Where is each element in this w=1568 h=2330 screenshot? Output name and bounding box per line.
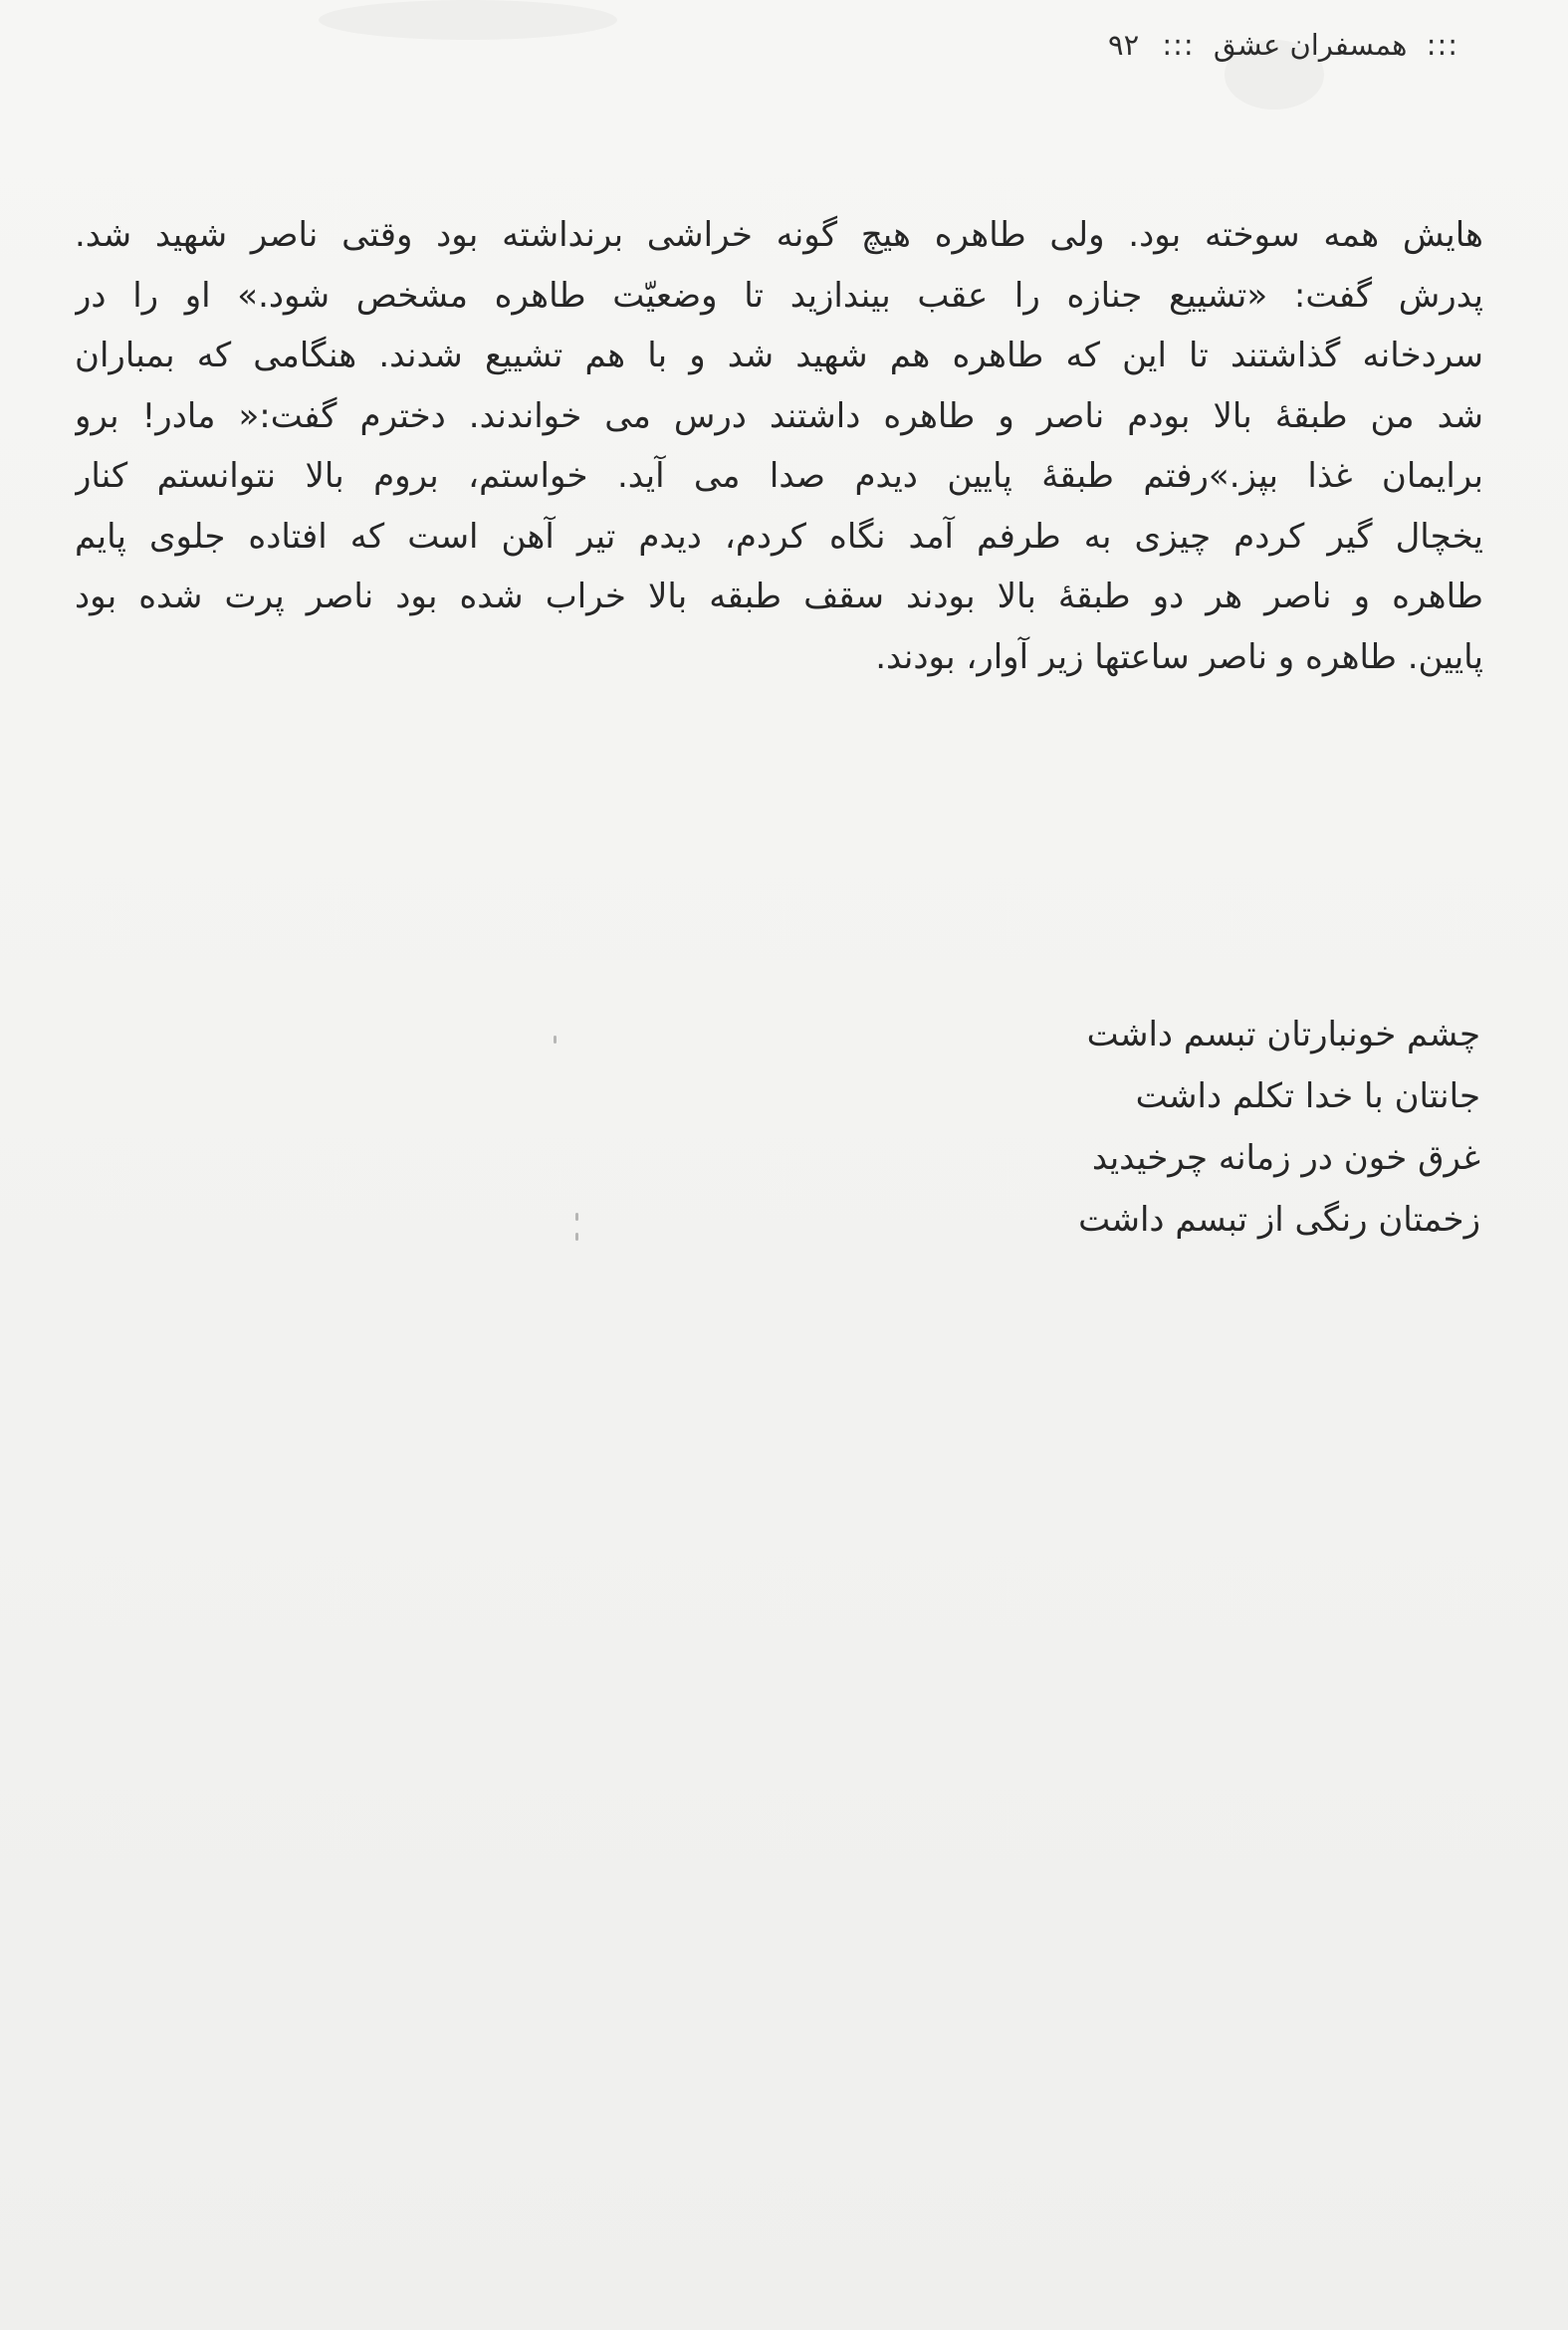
poem-verse: چشم خونبارتان تبسم داشت <box>1086 1015 1480 1054</box>
text-line: یخچال گیر کردم چیزی به طرفم آمد نگاه کردم، دیدم تیر آهن است که افتاده جلوی پایم <box>75 516 1483 557</box>
poem-verse: زخمتان رنگی از تبسم داشت <box>1078 1200 1480 1240</box>
text-line: پدرش گفت: «تشییع جنازه را عقب بیندازید تا وضعیّت طاهره مشخص شود.» او را در <box>75 275 1483 316</box>
text-line: هایش همه سوخته بود. ولی طاهره هیچ گونه خراشی برنداشته بود وقتی ناصر شهید شد. <box>75 215 1483 255</box>
text-line: سردخانه گذاشتند تا این که طاهره هم شهید شد و با هم تشییع شدند. هنگامی که بمباران <box>75 336 1483 375</box>
poem <box>923 1004 1480 1251</box>
poem-verse: غرق خون در زمانه چرخیدید <box>1091 1138 1480 1178</box>
page-number: ۹۲ <box>1108 28 1140 62</box>
scan-speck <box>554 1036 557 1044</box>
book-title: همسفران عشق <box>1213 28 1408 62</box>
poem-verse: جانتان با خدا تکلم داشت <box>1135 1076 1480 1116</box>
running-header <box>1108 28 1468 62</box>
header-separator: ::: <box>1426 28 1458 62</box>
text-line: شد من طبقهٔ بالا بودم ناصر و طاهره داشتند درس می خواندند. دخترم گفت:« مادر! برو <box>75 395 1483 436</box>
text-line: برایمان غذا بپز.»رفتم طبقهٔ پایین دیدم صدا می آید. خواستم، بروم بالا نتوانستم کنار <box>75 456 1483 496</box>
header-separator: ::: <box>1162 28 1195 62</box>
scan-speck <box>575 1213 578 1221</box>
body-paragraph <box>75 205 1483 687</box>
scan-speck <box>575 1233 578 1241</box>
text-line: طاهره و ناصر هر دو طبقهٔ بالا بودند سقف طبقه بالا خراب شده بود ناصر پرت شده بود <box>75 577 1483 616</box>
text-line: پایین. طاهره و ناصر ساعتها زیر آوار، بودند. <box>875 636 1483 677</box>
scan-smudge <box>319 0 617 40</box>
